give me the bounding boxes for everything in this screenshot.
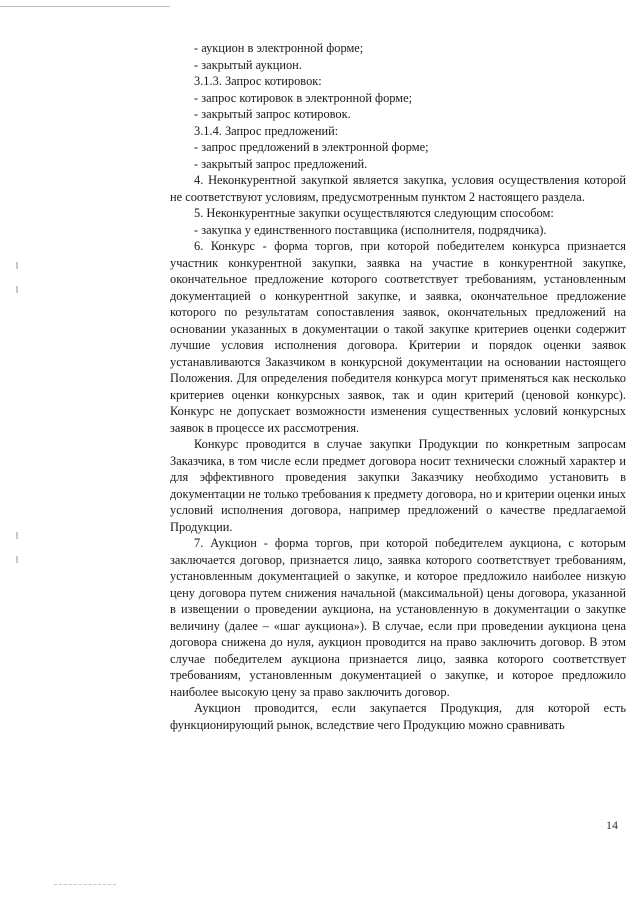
paragraph-noncompetitive-definition: 4. Неконкурентной закупкой является закупка, условия осуществления которой не соответствуют условиям, предусмотренным пунктом 2 настоящего раздела. xyxy=(170,173,626,204)
procurement-methods-list xyxy=(170,40,626,172)
paragraph-contest-definition: 6. Конкурс - форма торгов, при которой победителем конкурса признается участник конкурентной закупки, заявка на участие в конкурентной закупке, окончательное предложение которого соответствует требованиям, установленным документацией о конкурентной закупке, и заявка, окончательное предложение которого по результатам сопоставления заявок, окончательных предложений на основании указанных в документации о такой закупке критериев оценки содержит лучшие условия исполнения договора. Критерии и порядок оценки заявок устанавливаются Заказчиком в конкурсной документации на основании настоящего Положения. Для определения победителя конкурса могут применяться как несколько критериев оценки конкурсных заявок, так и один критерий (ценовой конкурс). Конкурс не допускает возможности изменения существенных условий конкурсных заявок в процессе их рассмотрения. xyxy=(170,239,626,435)
list-item: 3.1.4. Запрос предложений: xyxy=(194,123,339,138)
scan-artifact-margin xyxy=(16,556,18,563)
scan-artifact-bottom xyxy=(54,884,116,886)
list-item: - запрос предложений в электронной форме; xyxy=(194,140,429,154)
list-item: - аукцион в электронной форме; xyxy=(194,41,364,55)
list-item: - запрос котировок в электронной форме; xyxy=(194,90,413,105)
scan-artifact-margin xyxy=(16,262,18,269)
paragraph-contest-usage: Конкурс проводится в случае закупки Продукции по конкретным запросам Заказчика, в том числе если предмет договора носит технически сложный характер и для эффективного проведения закупки Заказчику необходимо установить в документации не только требования к предмету договора, но и критерии оценки иных условий исполнения договора, например предложений о качестве предлагаемой Продукции. xyxy=(170,437,626,534)
scan-artifact-margin xyxy=(16,532,18,539)
list-item: - закрытый аукцион. xyxy=(194,57,302,72)
list-item: 3.1.3. Запрос котировок: xyxy=(194,74,322,88)
page-number: 14 xyxy=(606,818,618,832)
paragraph-single-supplier: - закупка у единственного поставщика (исполнителя, подрядчика). xyxy=(194,222,547,237)
paragraph-auction-usage: Аукцион проводится, если закупается Продукция, для которой есть функционирующий рынок, вследствие чего Продукцию можно сравнивать xyxy=(170,701,626,732)
list-item: - закрытый запрос котировок. xyxy=(194,107,351,121)
paragraph-noncompetitive-methods: 5. Неконкурентные закупки осуществляются следующим способом: xyxy=(194,206,554,220)
document-page xyxy=(170,40,626,733)
scan-artifact-top xyxy=(0,6,170,7)
paragraph-auction-definition: 7. Аукцион - форма торгов, при которой победителем аукциона, с которым заключается договор, признается лицо, заявка которого соответствует требованиям, установленным документацией о закупке, и которое предложило наиболее низкую цену договора путем снижения начальной (максимальной) цены договора, указанной в извещении о проведении аукциона, на установленную в документации о закупке величину (далее – «шаг аукциона»). В случае, если при проведении аукциона цена договора снижена до нуля, аукцион проводится на право заключить договор. В этом случае победителем аукциона признается лицо, заявка которого соответствует требованиям, установленным документацией о закупке, и которое предложило наиболее высокую цену за право заключить договор. xyxy=(170,536,626,699)
scan-artifact-margin xyxy=(16,286,18,293)
list-item: - закрытый запрос предложений. xyxy=(194,156,368,171)
